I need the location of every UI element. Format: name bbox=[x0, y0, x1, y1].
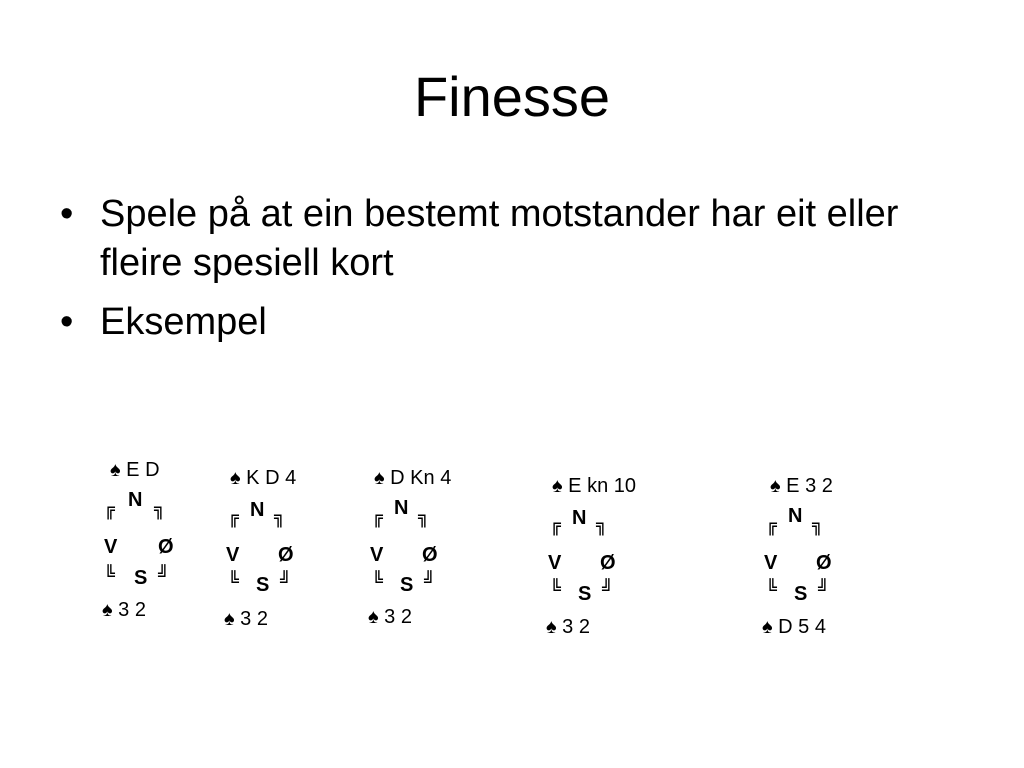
bullet-item bbox=[60, 298, 980, 347]
corner-bottom-left: ╚ bbox=[104, 565, 115, 586]
compass-north: N bbox=[788, 505, 803, 527]
compass-east: Ø bbox=[158, 536, 174, 558]
compass-south: S bbox=[256, 574, 270, 596]
compass-west: V bbox=[104, 536, 118, 558]
corner-bottom-right: ╝ bbox=[158, 565, 169, 586]
corner-top-right: ╗ bbox=[274, 507, 285, 528]
corner-top-right: ╗ bbox=[812, 515, 823, 536]
corner-top-left: ╔ bbox=[228, 507, 239, 528]
compass-west: V bbox=[548, 552, 562, 574]
compass-south: S bbox=[794, 583, 808, 605]
compass-west: V bbox=[764, 552, 778, 574]
bullet-marker: • bbox=[60, 193, 74, 235]
north-hand: ♠ K D 4 bbox=[230, 467, 297, 489]
bridge-diagram-2 bbox=[222, 466, 372, 666]
north-hand: ♠ E 3 2 bbox=[770, 475, 833, 497]
north-hand: ♠ E D bbox=[110, 459, 160, 481]
corner-bottom-left: ╚ bbox=[372, 571, 383, 592]
bullet-text: Eksempel bbox=[100, 301, 267, 343]
corner-top-right: ╗ bbox=[596, 515, 607, 536]
south-hand: ♠ D 5 4 bbox=[762, 616, 826, 638]
corner-bottom-right: ╝ bbox=[424, 571, 435, 592]
corner-bottom-left: ╚ bbox=[228, 571, 239, 592]
compass-south: S bbox=[134, 567, 148, 589]
south-hand: ♠ 3 2 bbox=[368, 606, 412, 628]
corner-bottom-left: ╚ bbox=[766, 579, 777, 600]
bridge-diagram-4 bbox=[546, 474, 696, 674]
corner-bottom-right: ╝ bbox=[818, 579, 829, 600]
corner-top-left: ╔ bbox=[372, 507, 383, 528]
corner-top-right: ╗ bbox=[418, 507, 429, 528]
compass-north: N bbox=[394, 497, 409, 519]
compass-west: V bbox=[370, 544, 384, 566]
bullet-text: Spele på at ein bestemt motstander har eit eller fleire spesiell kort bbox=[100, 193, 899, 284]
bullet-marker: • bbox=[60, 301, 74, 343]
compass-east: Ø bbox=[816, 552, 832, 574]
south-hand: ♠ 3 2 bbox=[102, 599, 146, 621]
compass-west: V bbox=[226, 544, 240, 566]
compass-east: Ø bbox=[600, 552, 616, 574]
corner-top-right: ╗ bbox=[154, 499, 165, 520]
compass-south: S bbox=[578, 583, 592, 605]
bullet-list bbox=[60, 190, 980, 357]
bridge-diagram-3 bbox=[366, 466, 516, 666]
compass-east: Ø bbox=[422, 544, 438, 566]
corner-bottom-right: ╝ bbox=[280, 571, 291, 592]
corner-top-left: ╔ bbox=[766, 515, 777, 536]
bullet-item bbox=[60, 190, 980, 288]
compass-north: N bbox=[572, 507, 587, 529]
north-hand: ♠ D Kn 4 bbox=[374, 467, 452, 489]
compass-south: S bbox=[400, 574, 414, 596]
corner-bottom-left: ╚ bbox=[550, 579, 561, 600]
south-hand: ♠ 3 2 bbox=[224, 608, 268, 630]
corner-top-left: ╔ bbox=[104, 499, 115, 520]
corner-top-left: ╔ bbox=[550, 515, 561, 536]
south-hand: ♠ 3 2 bbox=[546, 616, 590, 638]
compass-east: Ø bbox=[278, 544, 294, 566]
compass-north: N bbox=[128, 489, 143, 511]
compass-north: N bbox=[250, 499, 265, 521]
corner-bottom-right: ╝ bbox=[602, 579, 613, 600]
north-hand: ♠ E kn 10 bbox=[552, 475, 637, 497]
bridge-diagram-5 bbox=[762, 474, 912, 674]
slide-title: Finesse bbox=[413, 65, 611, 128]
